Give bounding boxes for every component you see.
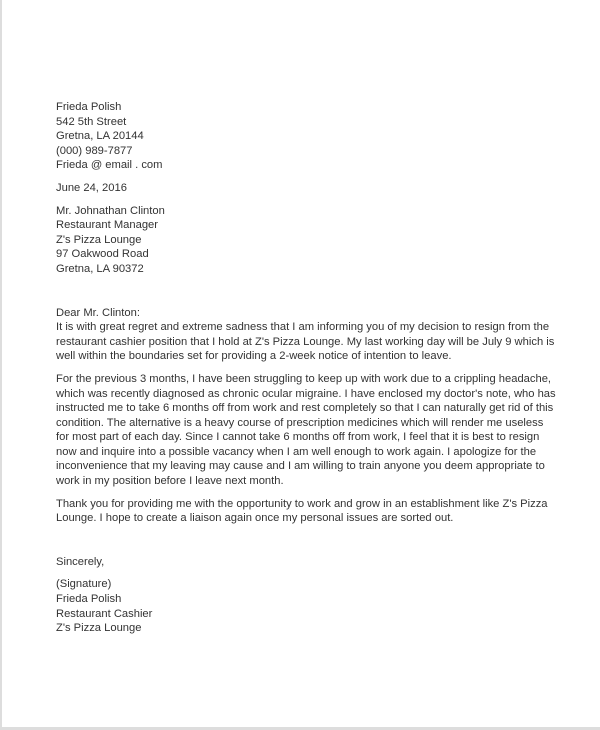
sender-address (56, 100, 556, 173)
salutation: Dear Mr. Clinton: (56, 306, 140, 319)
closing: Sincerely, (56, 555, 105, 568)
letter-body (56, 100, 556, 636)
recipient-city: Gretna, LA 90372 (56, 262, 144, 275)
letter-date: June 24, 2016 (56, 181, 127, 194)
sender-phone: (000) 989-7877 (56, 144, 133, 157)
sender-email: Frieda @ email . com (56, 159, 163, 172)
signer-company: Z's Pizza Lounge (56, 622, 142, 635)
sender-street: 542 5th Street (56, 115, 127, 128)
recipient-street: 97 Oakwood Road (56, 248, 149, 261)
recipient-address (56, 204, 556, 277)
signature-block (56, 577, 556, 635)
body-paragraph-3: Thank you for providing me with the opportunity to work and grow in an establishment like Z's Pizza Lounge. I hope to create a liaison again once my personal issues are sorted out. (56, 497, 548, 525)
recipient-name: Mr. Johnathan Clinton (56, 204, 165, 217)
signer-title: Restaurant Cashier (56, 607, 153, 620)
body-paragraph-2: For the previous 3 months, I have been struggling to keep up with work due to a crippling headache, which was recently diagnosed as chronic ocular migraine. I have enclosed my doctor's note, who has instructed me to take 6 months off from work and rest completely so that I can naturally get rid of this condition. The alternative is a heavy course of prescription medicines which will render me useless for most part of each day. Since I cannot take 6 months off from work, I feel that it is best to resign now and inquire into a possible vacancy when I am well enough to work again. I apologize for the inconvenience that my leaving may cause and I am willing to train anyone you deem appropriate to work in my position before I leave next month. (56, 372, 556, 488)
sender-name: Frieda Polish (56, 101, 122, 113)
signature-placeholder: (Signature) (56, 578, 112, 591)
sender-city: Gretna, LA 20144 (56, 130, 144, 143)
recipient-company: Z's Pizza Lounge (56, 233, 142, 246)
recipient-title: Restaurant Manager (56, 219, 158, 232)
body-paragraph-1: It is with great regret and extreme sadness that I am informing you of my decision to resign from the restaurant cashier position that I hold at Z's Pizza Lounge. My last working day will be July 9 which is well within the boundaries set for providing a 2-week notice of intention to leave. (56, 321, 555, 363)
signer-name: Frieda Polish (56, 593, 122, 606)
